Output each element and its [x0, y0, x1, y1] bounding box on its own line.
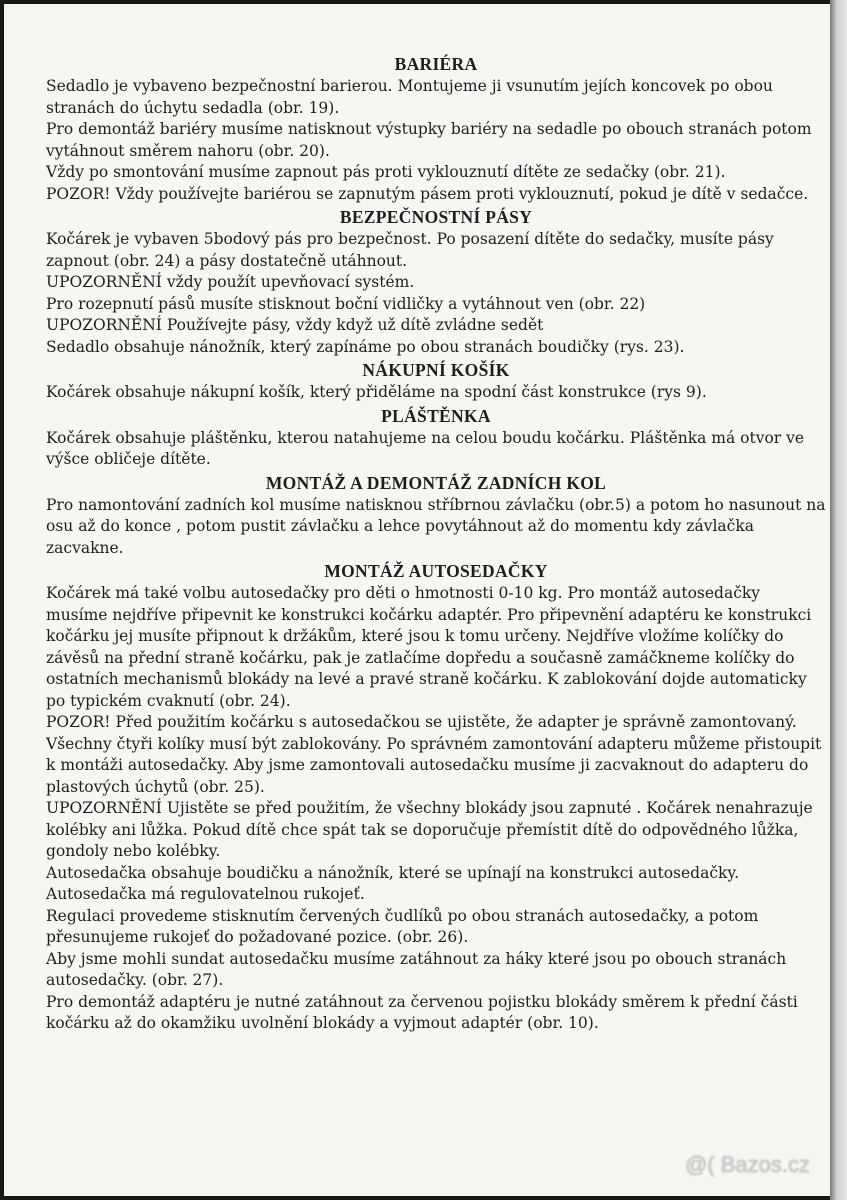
section-heading: MONTÁŽ A DEMONTÁŽ ZADNÍCH KOL: [265, 472, 607, 493]
section-paragraph: Aby jsme mohli sundat autosedačku musíme zatáhnout za háky které jsou po obouch stranách autosedačky. (obr. 27).: [46, 949, 787, 989]
section-paragraph: Pro demontáž adaptéru je nutné zatáhnout za červenou pojistku blokády směrem k přední části kočárku až do okamžiku uvolnění blokády a vyjmout adaptér (obr. 10).: [46, 992, 798, 1032]
section-heading: NÁKUPNÍ KOŠÍK: [362, 360, 510, 380]
section-paragraph: Sedadlo obsahuje nánožník, který zapínáme po obou stranách boudičky (rys. 23).: [46, 337, 685, 356]
section-paragraph: UPOZORNĚNÍ Ujistěte se před použitím, že všechny blokády jsou zapnuté . Kočárek nenahrazuje kolébky ani lůžka. Pokud dítě chce spát tak se doporučuje přemístit dítě do odpovědného lůžka, gondoly nebo kolébky.: [46, 799, 813, 860]
section-paragraph: Regulaci provedeme stisknutím červených čudlíků po obou stranách autosedačky, a potom přesunujeme rukojeť do požadované pozice. (obr. 26).: [46, 906, 759, 946]
section-paragraph: Kočárek je vybaven 5bodový pás pro bezpečnost. Po posazení dítěte do sedačky, musíte pásy zapnout (obr. 24) a pásy dostatečně utáhnout.: [46, 230, 774, 270]
section-paragraph: UPOZORNĚNÍ Používejte pásy, vždy když už dítě zvládne sedět: [46, 316, 544, 334]
section-paragraph: Autosedačka má regulovatelnou rukojeť.: [46, 885, 365, 903]
document-content: [46, 52, 826, 1035]
section-paragraph: POZOR! Před použitím kočárku s autosedačkou se ujistěte, že adapter je správně zamontovaný. Všechny čtyři kolíky musí být zablokovány. Po správném zamontování adapteru můžeme přistoupit k montáži autosedačky. Aby jsme zamontovali autosedačku musíme ji zacvaknout do adapteru do plastových úchytů (obr. 25).: [46, 713, 822, 796]
section-paragraph: Vždy po smontování musíme zapnout pás proti vyklouznutí dítěte ze sedačky (obr. 21).: [46, 163, 726, 181]
section-paragraph: Kočárek obsahuje nákupní košík, který přiděláme na spodní část konstrukce (rys 9).: [46, 383, 707, 401]
section-paragraph: Pro demontáž bariéry musíme natisknout výstupky bariéry na sedadle po obouch stranách potom vytáhnout směrem nahoru (obr. 20).: [46, 120, 812, 160]
section-paragraph: Kočárek obsahuje pláštěnku, kterou natahujeme na celou boudu kočárku. Pláštěnka má otvor ve výšce obličeje dítěte.: [46, 428, 805, 468]
section-paragraph: Autosedačka obsahuje boudičku a nánožník, které se upínají na konstrukci autosedačky.: [46, 863, 740, 882]
section-paragraph: Sedadlo je vybaveno bezpečnostní barierou. Montujeme ji vsunutím jejích koncovek po obou stranách do úchytu sedadla (obr. 19).: [46, 77, 773, 117]
section-paragraph: Pro namontování zadních kol musíme natisknou stříbrnou závlačku (obr.5) a potom ho nasunout na osu až do konce , potom pustit závlačku a lehce povytáhnout až do momentu kdy závlačka zacvakne.: [46, 495, 826, 557]
section-paragraph: UPOZORNĚNÍ vždy použít upevňovací systém.: [46, 273, 415, 291]
section-heading: BARIÉRA: [394, 54, 478, 74]
scan-edge: [830, 0, 847, 1200]
section-paragraph: Kočárek má také volbu autosedačky pro děti o hmotnosti 0-10 kg. Pro montáž autosedačky musíme nejdříve připevnit ke konstrukci kočárku adaptér. Pro připevnění adaptéru ke konstrukci kočárku jej musíte připnout k držákům, které jsou k tomu určeny. Nejdříve vložíme kolíčky do závěsů na přední straně kočárku, pak je zatlačíme dopředu a současně zamáčkneme kolíčky do ostatních mechanismů blokády na levé a pravé straně kočárku. K zablokování dojde automaticky po typickém cvaknutí (obr. 24).: [46, 584, 812, 710]
watermark: @( Bazos.cz: [684, 1152, 810, 1177]
section-heading: MONTÁŽ AUTOSEDAČKY: [324, 561, 548, 581]
section-heading: PLÁŠTĚNKA: [381, 405, 491, 426]
document-page: [4, 4, 830, 1196]
section-paragraph: POZOR! Vždy používejte bariérou se zapnutým pásem proti vyklouznutí, pokud je dítě v sedačce.: [46, 184, 809, 203]
section-heading: BEZPEČNOSTNÍ PÁSY: [339, 207, 533, 227]
section-paragraph: Pro rozepnutí pásů musíte stisknout boční vidličky a vytáhnout ven (obr. 22): [46, 294, 646, 313]
